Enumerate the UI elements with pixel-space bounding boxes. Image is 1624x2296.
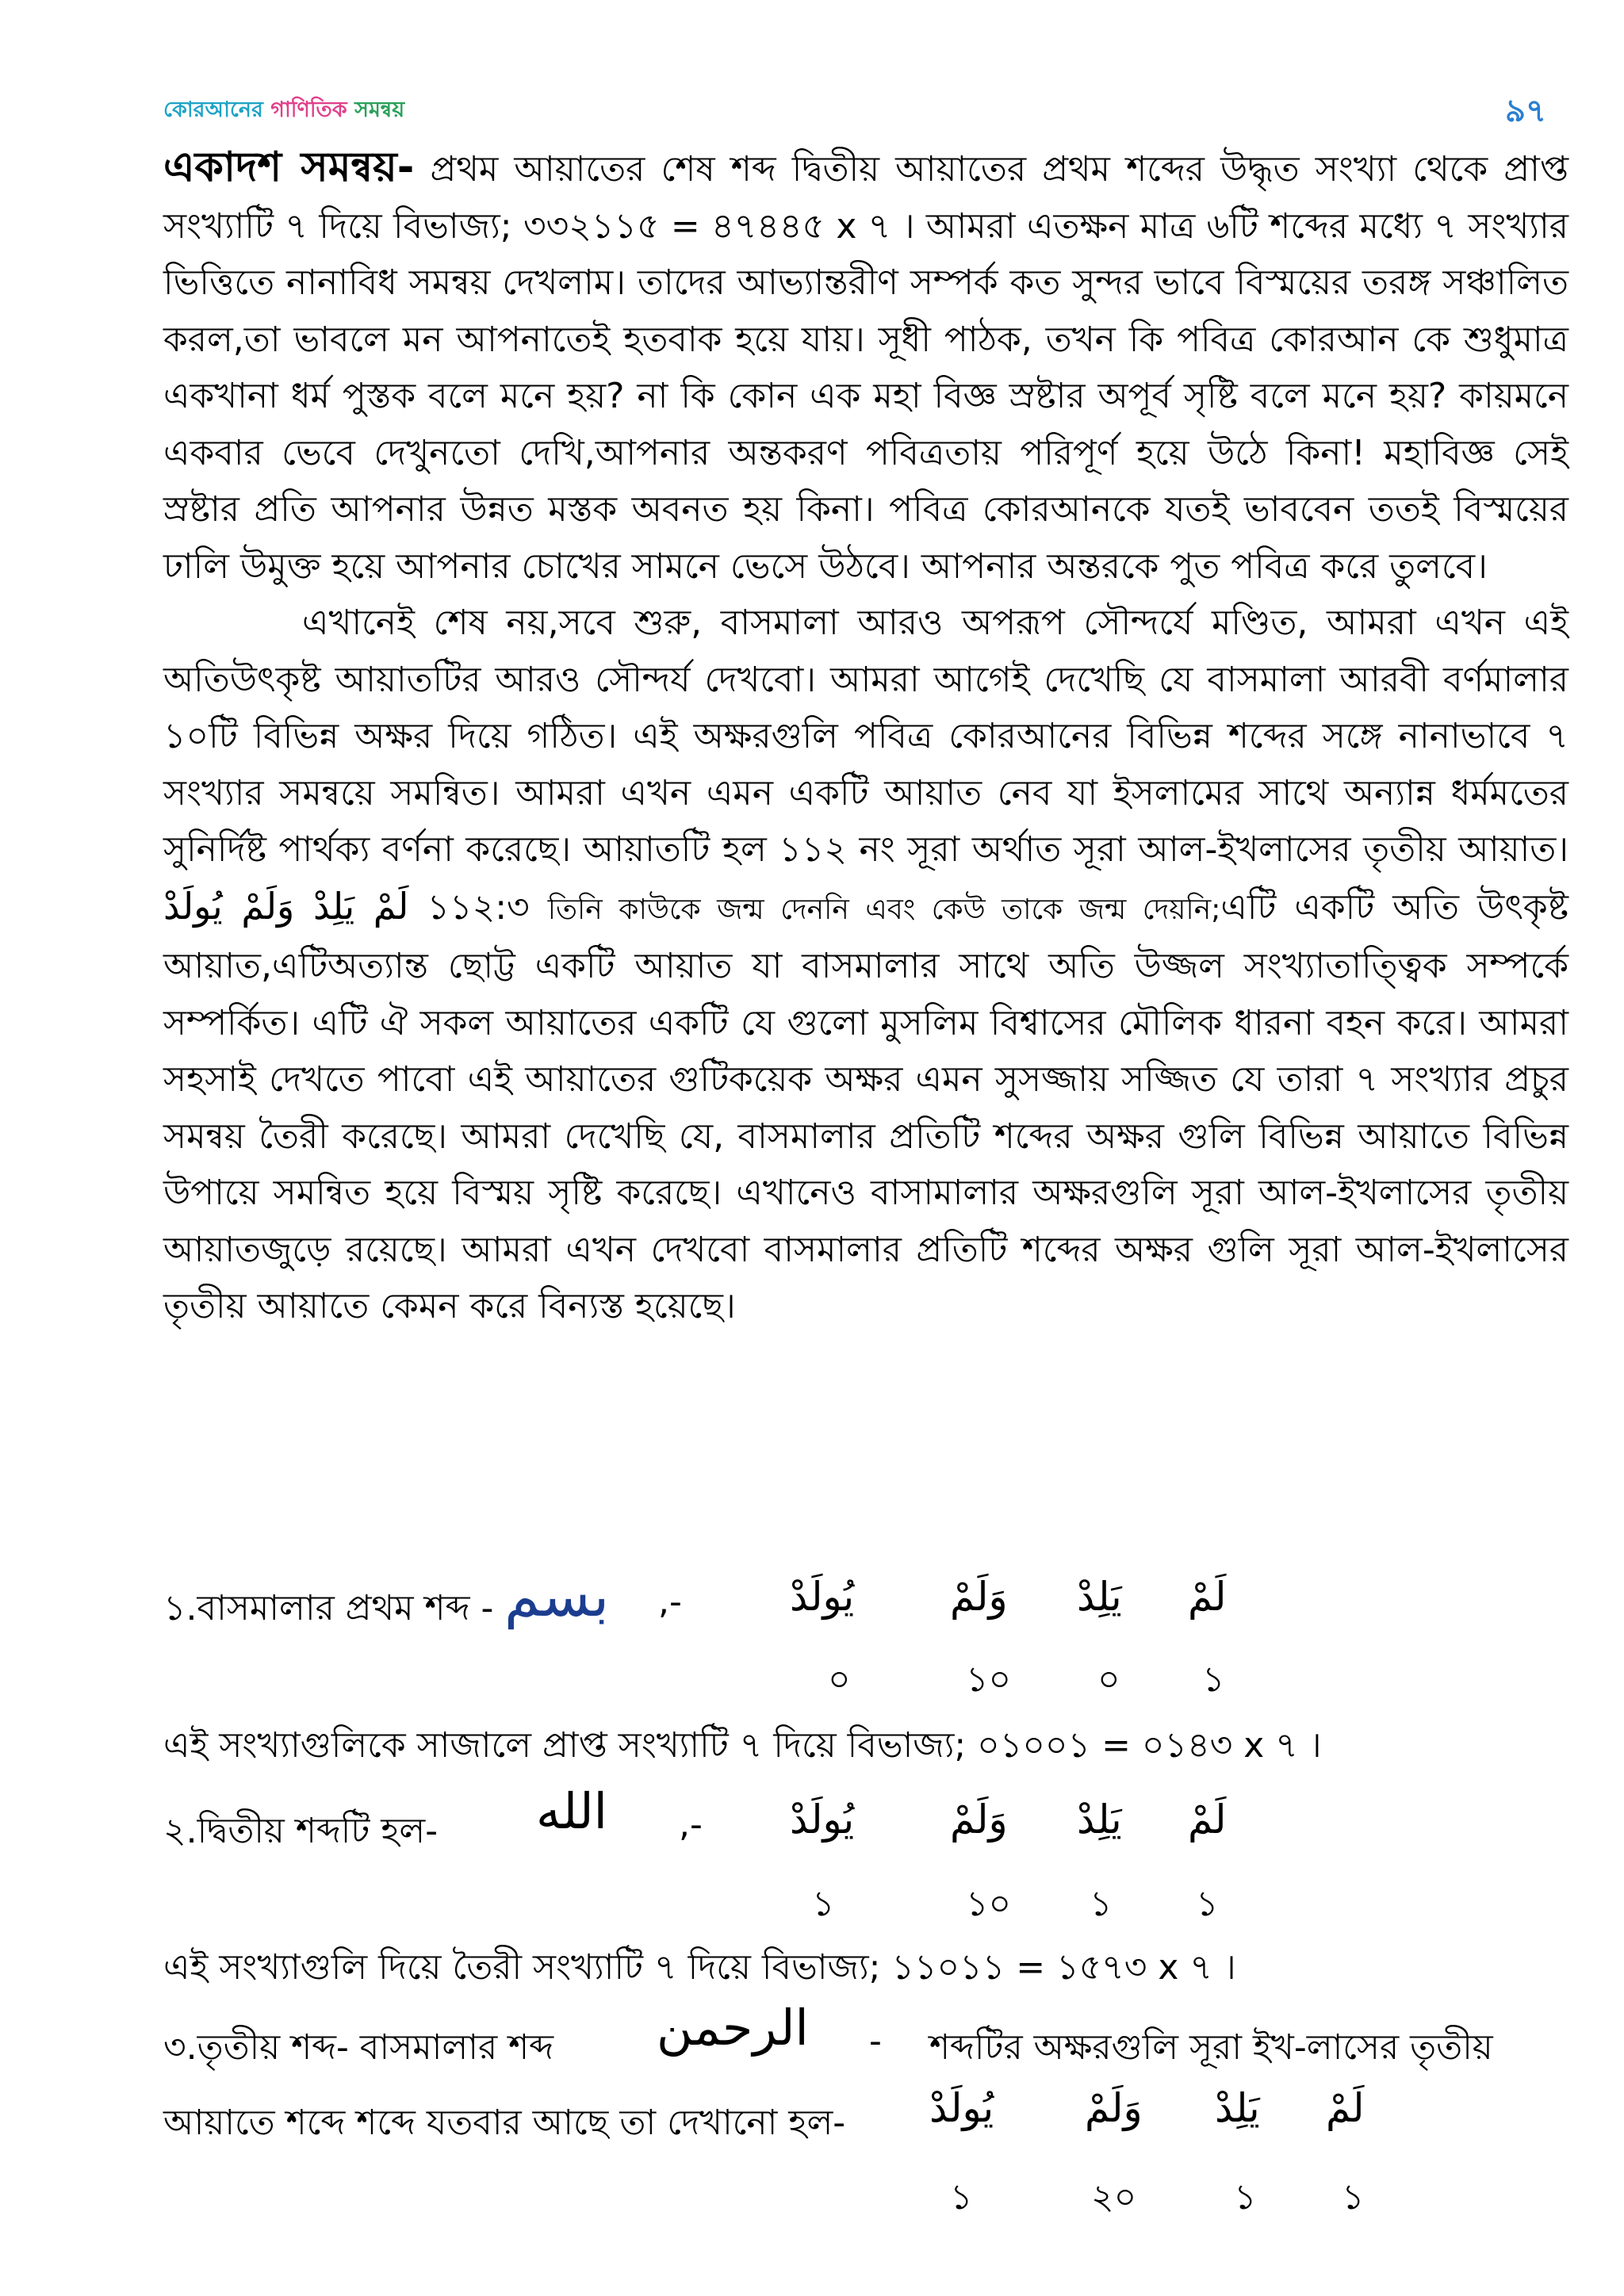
item-2-sep: ,-	[679, 1804, 703, 1845]
verse-word-3: يَلِدْ	[1077, 1574, 1122, 1620]
item-3-row	[163, 1999, 1568, 2081]
item-2-label: ২.দ্বিতীয় শব্দটি হল-	[163, 1811, 439, 1851]
verse-word-4: لَمْ	[1188, 1797, 1227, 1843]
verse-word-1: يُولَدْ	[790, 1797, 855, 1843]
paragraph-1-text: প্রথম আয়াতের শেষ শব্দ দ্বিতীয় আয়াতের প্রথম শব্দের উদ্ধৃত সংখ্যা থেকে প্রাপ্ত সংখ্যাটি ৭ দিয়ে বিভাজ্য; ৩৩২১১৫ = ৪৭৪৪৫ x ৭ । আমরা এতক্ষন মাত্র ৬টি শব্দের মধ্যে ৭ সংখ্যার ভিত্তিতে নানাবিধ সমন্বয় দেখলাম। তাদের আভ্যান্তরীণ সম্পর্ক কত সুন্দর ভাবে বিস্ময়ের তরঙ্গ সঞ্চালিত করল,তা ভাবলে মন আপনাতেই হতবাক হয়ে যায়। সূধী পাঠক, তখন কি পবিত্র কোরআন কে শুধুমাত্র একখানা ধর্ম পুস্তক বলে মনে হয়? না কি কোন এক মহা বিজ্ঞ স্রষ্টার অপূর্ব সৃষ্টি বলে মনে হয়? কায়মনে একবার ভেবে দেখুনতো দেখি,আপনার অন্তকরণ পবিত্রতায় পরিপূর্ণ হয়ে উঠে কিনা! মহাবিজ্ঞ সেই স্রষ্টার প্রতি আপনার উন্নত মস্তক অবনত হয় কিনা। পবিত্র কোরআনকে যতই ভাববেন ততই বিস্ময়ের ঢালি উমুক্ত হয়ে আপনার চোখের সামনে ভেসে উঠবে। আপনার অন্তরকে পুত পবিত্র করে তুলবে।	[163, 149, 1569, 587]
item-1-label: ১.বাসমালার প্রথম শব্দ -	[163, 1588, 494, 1628]
item-3-sep: -	[869, 2021, 882, 2061]
header-title-part2: গাণিতিক	[262, 98, 347, 122]
item-2-counts	[163, 1877, 1568, 1925]
verse-word-3: يَلِدْ	[1215, 2085, 1260, 2131]
item-3-line2: আয়াতে শব্দে শব্দে যতবার আছে তা দেখানো হল-	[163, 2103, 846, 2143]
verse-word-2: وَلَمْ	[1085, 2085, 1143, 2131]
item-3-count-2: ২০	[1091, 2177, 1137, 2218]
item-1-word: بسم	[504, 1563, 610, 1629]
item-2-count-2: ১০	[966, 1884, 1012, 1924]
verse-reference: ১১২:৩	[408, 886, 548, 928]
running-header	[163, 94, 404, 129]
paragraph-1	[163, 140, 1568, 595]
verse-word-4: لَمْ	[1326, 2085, 1365, 2131]
item-2-result: এই সংখ্যাগুলি দিয়ে তৈরী সংখ্যাটি ৭ দিয়ে বিভাজ্য; ১১০১১ = ১৫৭৩ x ৭ ।	[163, 1947, 1236, 1988]
item-1-row	[163, 1563, 1568, 1645]
item-2-word: الله	[536, 1782, 607, 1840]
item-1-count-1: ০	[828, 1659, 851, 1700]
item-3-row-2	[163, 2085, 1568, 2156]
item-3-count-3: ১	[1234, 2177, 1257, 2218]
item-3-count-4: ১	[1342, 2177, 1365, 2218]
item-3-label: ৩.তৃতীয় শব্দ- বাসমালার শব্দ	[163, 2027, 554, 2068]
item-3-counts	[163, 2171, 1568, 2218]
verse-word-3: يَلِدْ	[1077, 1797, 1122, 1843]
item-2-row	[163, 1782, 1568, 1865]
item-1-count-3: ০	[1097, 1659, 1120, 1700]
item-1-counts	[163, 1653, 1568, 1701]
page-number: ৯৭	[1505, 93, 1546, 129]
paragraph-2-text-c: এটি একটি অতি উৎকৃষ্ট আয়াত,এটিঅত্যান্ত ছোট্ট একটি আয়াত যা বাসমালার সাথে অতি উজ্জল সংখ্যাতাত্ত্বিক সম্পর্কে সম্পর্কিত। এটি ঐ সকল আয়াতের একটি যে গুলো মুসলিম বিশ্বাসের মৌলিক ধারনা বহন করে। আমরা সহসাই দেখতে পাবো এই আয়াতের গুটিকয়েক অক্ষর এমন সুসজ্জায় সজ্জিত যে তারা ৭ সংখ্যার প্রচুর সমন্বয় তৈরী করেছে। আমরা দেখেছি যে, বাসমালার প্রতিটি শব্দের অক্ষর গুলি বিভিন্ন আয়াতে বিভিন্ন উপায়ে সমন্বিত হয়ে বিস্ময় সৃষ্টি করেছে। এখানেও বাসামালার অক্ষরগুলি সূরা আল-ইখলাসের তৃতীয় আয়াতজুড়ে রয়েছে। আমরা এখন দেখবো বাসমালার প্রতিটি শব্দের অক্ষর গুলি সূরা আল-ইখলাসের তৃতীয় আয়াতে কেমন করে বিন্যস্ত হয়েছে।	[163, 886, 1568, 1326]
item-3-word: الرحمن	[657, 1999, 809, 2057]
verse-word-1: يُولَدْ	[929, 2085, 994, 2131]
paragraph-2	[163, 595, 1568, 1335]
verse-word-2: وَلَمْ	[950, 1797, 1008, 1843]
body-text	[163, 140, 1568, 1335]
item-1-count-4: ১	[1202, 1659, 1225, 1700]
item-3-count-1: ১	[950, 2177, 973, 2218]
item-1-count-2: ১০	[966, 1659, 1012, 1700]
item-2-count-1: ১	[812, 1884, 835, 1924]
item-2-count-4: ১	[1196, 1884, 1219, 1924]
section-heading: একাদশ সমন্বয়-	[163, 144, 415, 191]
verse-word-1: يُولَدْ	[790, 1574, 855, 1620]
item-1-sep: ,-	[658, 1582, 682, 1622]
verse-arabic: لَمْ يَلِدْ وَلَمْ يُولَدْ	[163, 884, 409, 928]
item-1-result: এই সংখ্যাগুলিকে সাজালে প্রাপ্ত সংখ্যাটি ৭ দিয়ে বিভাজ্য; ০১০০১ = ০১৪৩ x ৭ ।	[163, 1725, 1322, 1766]
item-3-tail: শব্দটির অক্ষরগুলি সূরা ইখ-লাসের তৃতীয়	[929, 2027, 1493, 2068]
item-2-count-3: ১	[1090, 1884, 1113, 1924]
verse-word-2: وَلَمْ	[950, 1574, 1008, 1620]
header-title-part3: সমন্বয়	[347, 98, 405, 122]
verse-word-4: لَمْ	[1188, 1574, 1227, 1620]
paragraph-2-text-a: এখানেই শেষ নয়,সবে শুরু, বাসমালা আরও অপরূপ সৌন্দর্যে মণ্ডিত, আমরা এখন এই অতিউৎকৃষ্ট আয়াতটির আরও সৌন্দর্য দেখবো। আমরা আগেই দেখেছি যে বাসমালা আরবী বর্ণমালার ১০টি বিভিন্ন অক্ষর দিয়ে গঠিত। এই অক্ষরগুলি পবিত্র কোরআনের বিভিন্ন শব্দের সঙ্গে নানাভাবে ৭ সংখ্যার সমন্বয়ে সমন্বিত। আমরা এখন এমন একটি আয়াত নেব যা ইসলামের সাথে অন্যান্ন ধর্মমতের সুনির্দিষ্ট পার্থক্য বর্ণনা করেছে। আয়াতটি হল ১১২ নং সূরা অর্থাত সূরা আল-ইখলাসের তৃতীয় আয়াত।	[163, 603, 1568, 870]
verse-translation: তিনি কাউকে জন্ম দেননি এবং কেউ তাকে জন্ম দেয়নি;	[547, 893, 1221, 926]
header-title-part1: কোরআনের	[163, 98, 263, 122]
